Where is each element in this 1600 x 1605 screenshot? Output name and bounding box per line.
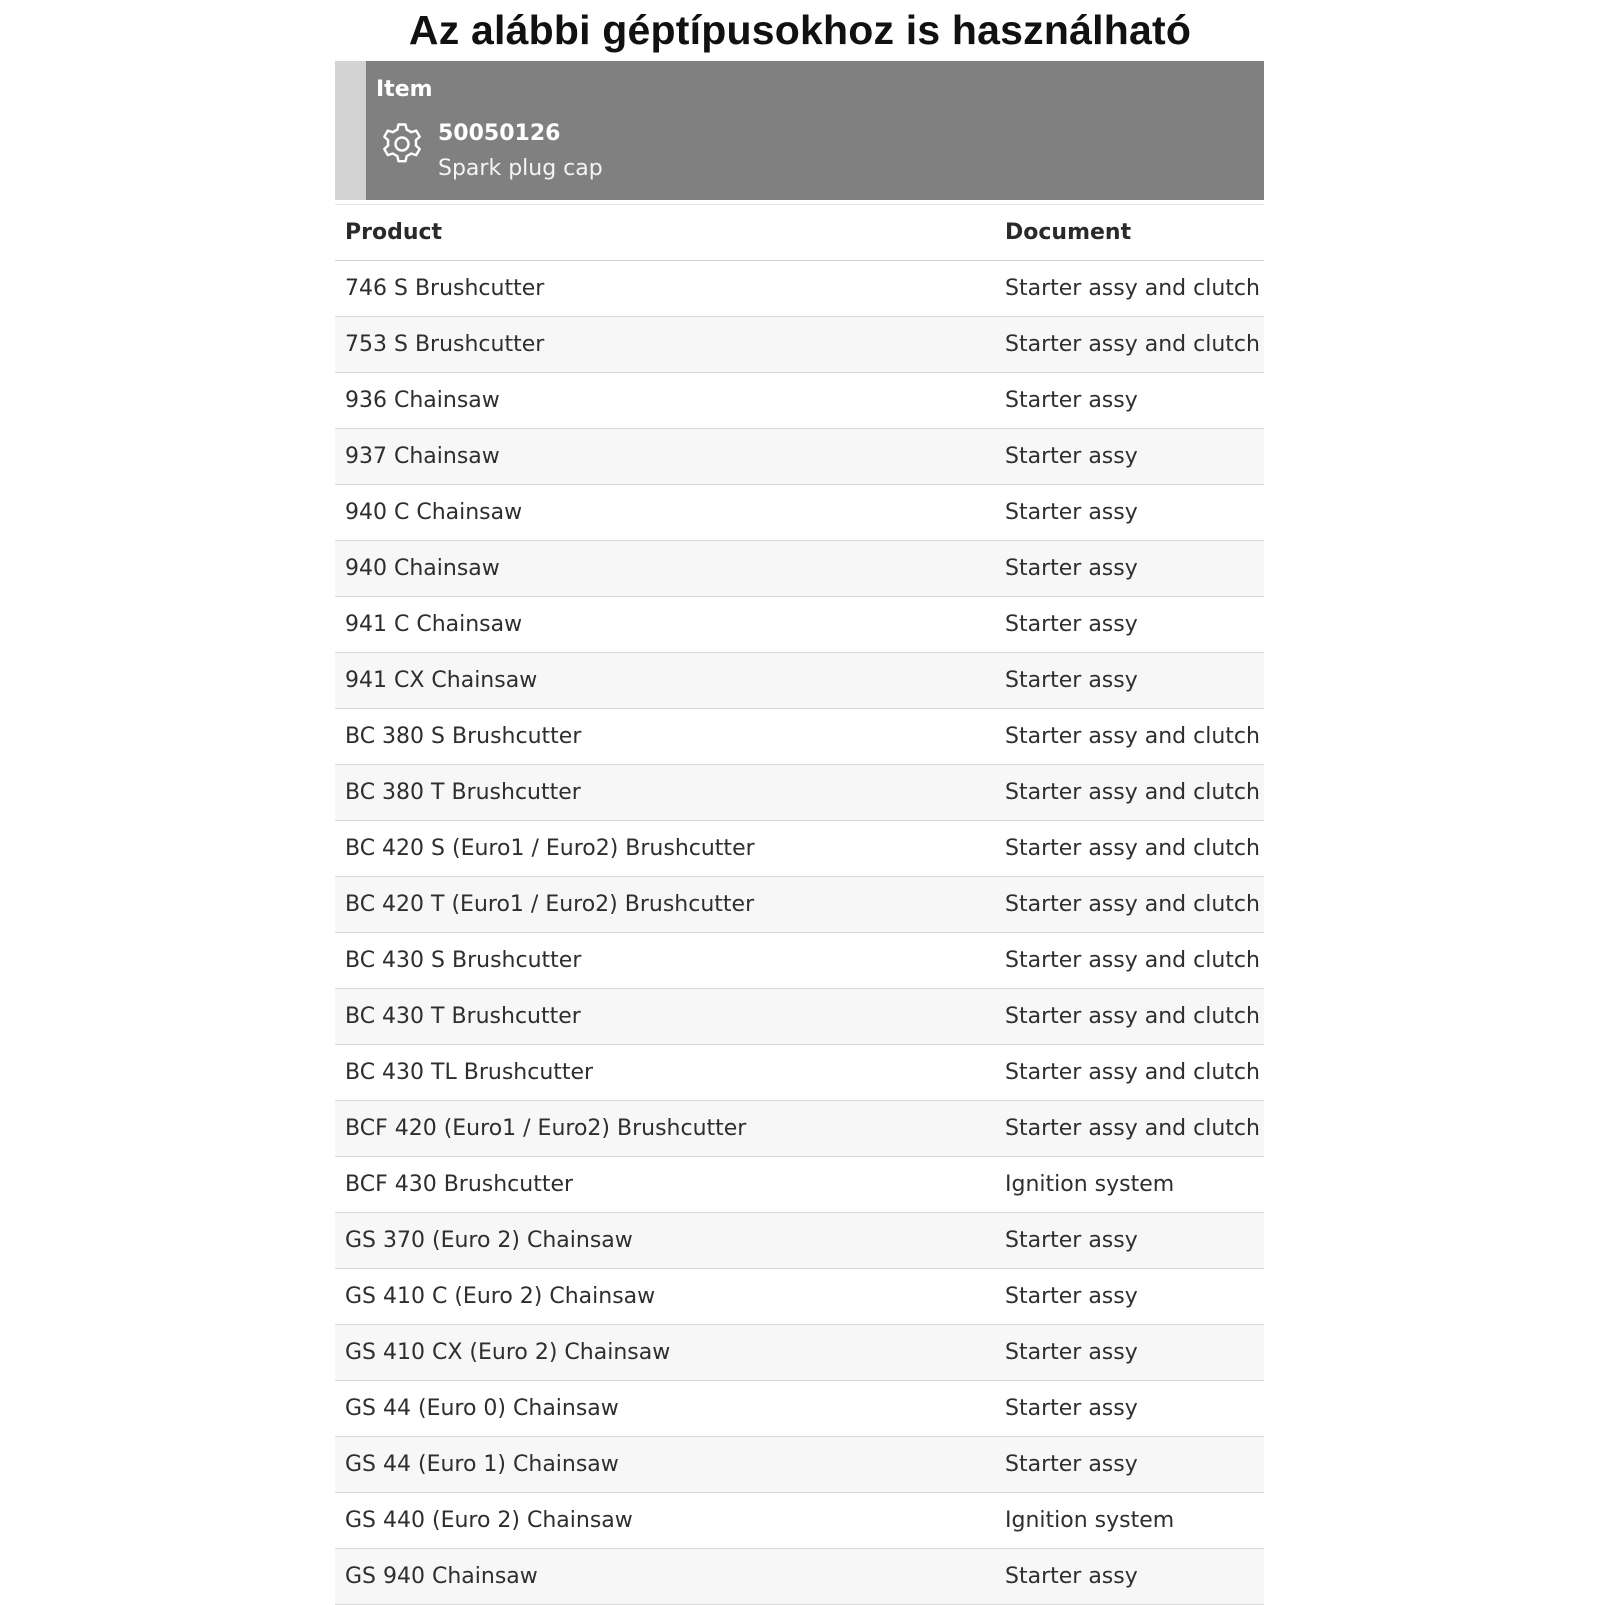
table-row[interactable]	[335, 933, 1264, 989]
document-cell[interactable]: Starter assy	[1005, 373, 1264, 429]
product-cell[interactable]: GS 410 C (Euro 2) Chainsaw	[335, 1269, 1005, 1325]
table-row[interactable]	[335, 1549, 1264, 1605]
table-row[interactable]	[335, 821, 1264, 877]
document-cell[interactable]: Starter assy and clutch	[1005, 317, 1264, 373]
item-card-stripe	[335, 61, 366, 200]
table-row[interactable]	[335, 1157, 1264, 1213]
product-cell[interactable]: GS 410 CX (Euro 2) Chainsaw	[335, 1325, 1005, 1381]
document-cell[interactable]: Starter assy and clutch	[1005, 1101, 1264, 1157]
table-row[interactable]	[335, 317, 1264, 373]
document-cell[interactable]: Starter assy	[1005, 597, 1264, 653]
product-cell[interactable]: BC 380 S Brushcutter	[335, 709, 1005, 765]
table-row[interactable]	[335, 1101, 1264, 1157]
document-cell[interactable]: Starter assy	[1005, 653, 1264, 709]
table-row[interactable]	[335, 429, 1264, 485]
table-row[interactable]	[335, 709, 1264, 765]
document-cell[interactable]: Starter assy and clutch	[1005, 709, 1264, 765]
table-row[interactable]	[335, 765, 1264, 821]
product-cell[interactable]: BCF 420 (Euro1 / Euro2) Brushcutter	[335, 1101, 1005, 1157]
item-heading: Item	[376, 77, 433, 102]
product-cell[interactable]: BCF 430 Brushcutter	[335, 1157, 1005, 1213]
product-cell[interactable]: 941 C Chainsaw	[335, 597, 1005, 653]
item-number: 50050126	[438, 121, 561, 146]
table-row[interactable]	[335, 1493, 1264, 1549]
table-row[interactable]	[335, 373, 1264, 429]
document-cell[interactable]: Ignition system	[1005, 1493, 1264, 1549]
document-cell[interactable]: Starter assy and clutch	[1005, 933, 1264, 989]
product-cell[interactable]: BC 430 TL Brushcutter	[335, 1045, 1005, 1101]
column-header-document[interactable]: Document	[1005, 205, 1264, 261]
document-cell[interactable]: Starter assy and clutch	[1005, 989, 1264, 1045]
product-cell[interactable]: 753 S Brushcutter	[335, 317, 1005, 373]
product-cell[interactable]: 941 CX Chainsaw	[335, 653, 1005, 709]
table-header-row	[335, 205, 1264, 261]
table-row[interactable]	[335, 261, 1264, 317]
document-cell[interactable]: Starter assy	[1005, 1269, 1264, 1325]
item-description: Spark plug cap	[438, 156, 603, 181]
table-row[interactable]	[335, 485, 1264, 541]
column-header-product[interactable]: Product	[335, 205, 1005, 261]
document-cell[interactable]: Starter assy and clutch	[1005, 877, 1264, 933]
document-cell[interactable]: Starter assy and clutch	[1005, 261, 1264, 317]
compatible-products-table	[335, 204, 1264, 1605]
table-row[interactable]	[335, 1045, 1264, 1101]
document-cell[interactable]: Starter assy	[1005, 541, 1264, 597]
product-cell[interactable]: BC 430 T Brushcutter	[335, 989, 1005, 1045]
table-row[interactable]	[335, 989, 1264, 1045]
product-cell[interactable]: GS 940 Chainsaw	[335, 1549, 1005, 1605]
document-cell[interactable]: Starter assy and clutch	[1005, 821, 1264, 877]
product-cell[interactable]: BC 380 T Brushcutter	[335, 765, 1005, 821]
document-cell[interactable]: Starter assy and clutch	[1005, 1045, 1264, 1101]
table-row[interactable]	[335, 1213, 1264, 1269]
table-row[interactable]	[335, 1437, 1264, 1493]
table-row[interactable]	[335, 1325, 1264, 1381]
table-row[interactable]	[335, 541, 1264, 597]
table-row[interactable]	[335, 597, 1264, 653]
product-cell[interactable]: GS 44 (Euro 0) Chainsaw	[335, 1381, 1005, 1437]
document-cell[interactable]: Starter assy	[1005, 1437, 1264, 1493]
product-cell[interactable]: BC 420 S (Euro1 / Euro2) Brushcutter	[335, 821, 1005, 877]
document-cell[interactable]: Starter assy	[1005, 429, 1264, 485]
table-row[interactable]	[335, 1381, 1264, 1437]
document-cell[interactable]: Starter assy	[1005, 485, 1264, 541]
product-cell[interactable]: BC 430 S Brushcutter	[335, 933, 1005, 989]
document-cell[interactable]: Starter assy	[1005, 1325, 1264, 1381]
table-row[interactable]	[335, 877, 1264, 933]
product-cell[interactable]: GS 44 (Euro 1) Chainsaw	[335, 1437, 1005, 1493]
item-card[interactable]	[335, 61, 1264, 200]
product-cell[interactable]: 746 S Brushcutter	[335, 261, 1005, 317]
document-cell[interactable]: Starter assy	[1005, 1381, 1264, 1437]
document-cell[interactable]: Ignition system	[1005, 1157, 1264, 1213]
product-cell[interactable]: BC 420 T (Euro1 / Euro2) Brushcutter	[335, 877, 1005, 933]
product-cell[interactable]: 940 C Chainsaw	[335, 485, 1005, 541]
gear-icon	[379, 121, 425, 167]
product-cell[interactable]: 940 Chainsaw	[335, 541, 1005, 597]
document-cell[interactable]: Starter assy	[1005, 1213, 1264, 1269]
product-cell[interactable]: 937 Chainsaw	[335, 429, 1005, 485]
product-cell[interactable]: 936 Chainsaw	[335, 373, 1005, 429]
page-title: Az alábbi géptípusokhoz is használható	[408, 7, 1192, 53]
table-row[interactable]	[335, 653, 1264, 709]
document-cell[interactable]: Starter assy and clutch	[1005, 765, 1264, 821]
table-row[interactable]	[335, 1269, 1264, 1325]
document-cell[interactable]: Starter assy	[1005, 1549, 1264, 1605]
table-body	[335, 261, 1264, 1605]
product-cell[interactable]: GS 440 (Euro 2) Chainsaw	[335, 1493, 1005, 1549]
product-cell[interactable]: GS 370 (Euro 2) Chainsaw	[335, 1213, 1005, 1269]
